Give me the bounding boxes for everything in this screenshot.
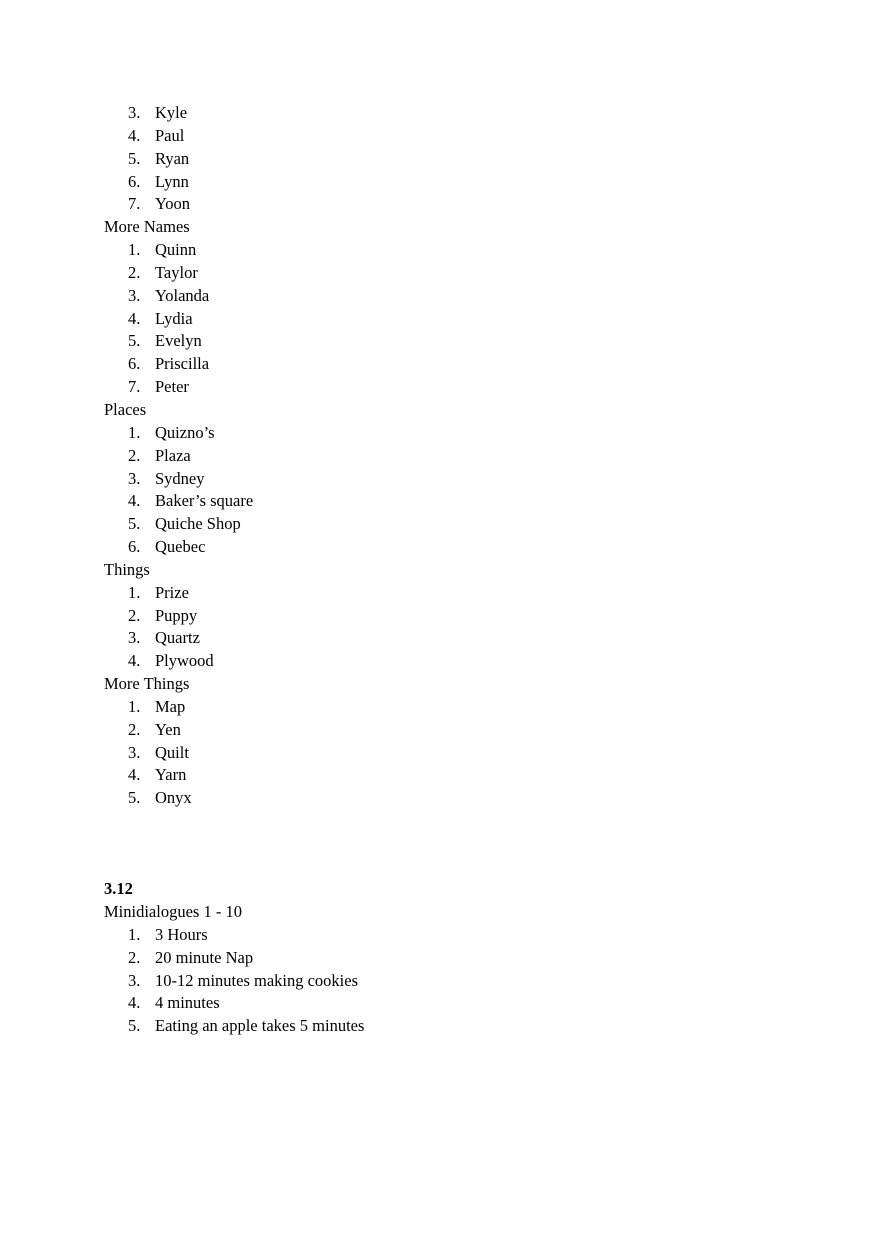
list-item-text: Quiche Shop [155, 514, 241, 534]
section-spacer [104, 810, 804, 878]
list-item-number: 1. [128, 582, 141, 602]
list-item-text: Peter [155, 377, 189, 397]
list-item-text: Lydia [155, 308, 193, 328]
list-item [104, 468, 804, 491]
list-item-number: 4. [128, 308, 141, 328]
list-item-number: 3. [128, 285, 141, 305]
list-item-text: 10-12 minutes making cookies [155, 970, 359, 990]
more-things-list [104, 696, 804, 810]
list-item-number: 2. [128, 605, 141, 625]
list-item [104, 239, 804, 262]
list-item [104, 102, 804, 125]
list-item-number: 1. [128, 696, 141, 716]
list-item-number: 3. [128, 468, 141, 488]
list-item-text: Yolanda [155, 285, 210, 305]
list-item-text: Evelyn [155, 331, 202, 351]
list-item [104, 787, 804, 810]
list-item-number: 5. [128, 331, 141, 351]
list-item-text: Yoon [155, 194, 191, 214]
list-item [104, 719, 804, 742]
more-names-list [104, 239, 804, 399]
list-item [104, 992, 804, 1015]
minidialogues-list [104, 924, 804, 1038]
list-item-number: 2. [128, 445, 141, 465]
list-item-text: Ryan [155, 148, 190, 168]
more-things-heading: More Things [104, 674, 190, 694]
list-item [104, 422, 804, 445]
list-item-text: Quebec [155, 537, 206, 557]
list-item-number: 4. [128, 491, 141, 511]
top-name-list [104, 102, 804, 216]
list-item-number: 5. [128, 514, 141, 534]
list-item-number: 7. [128, 377, 141, 397]
places-heading: Places [104, 399, 147, 419]
list-item [104, 285, 804, 308]
list-item-text: Plaza [155, 445, 191, 465]
list-item [104, 970, 804, 993]
list-item-number: 6. [128, 537, 141, 557]
list-item-number: 7. [128, 194, 141, 214]
list-item-text: Lynn [155, 171, 189, 191]
list-item-text: 4 minutes [155, 993, 220, 1013]
list-item-number: 6. [128, 171, 141, 191]
list-item [104, 650, 804, 673]
list-item-text: Kyle [155, 103, 188, 122]
list-item [104, 924, 804, 947]
list-item-text: Prize [155, 582, 189, 602]
list-item-text: Paul [155, 125, 185, 145]
list-item-text: Sydney [155, 468, 205, 488]
list-item-number: 4. [128, 765, 141, 785]
list-item [104, 376, 804, 399]
list-item [104, 308, 804, 331]
list-item [104, 627, 804, 650]
list-item-text: Quizno’s [155, 422, 215, 442]
list-item-number: 2. [128, 947, 141, 967]
things-heading: Things [104, 559, 150, 579]
list-item [104, 513, 804, 536]
list-item [104, 605, 804, 628]
list-item-number: 4. [128, 125, 141, 145]
list-item-number: 4. [128, 651, 141, 671]
list-item [104, 536, 804, 559]
list-item-number: 2. [128, 719, 141, 739]
list-item [104, 696, 804, 719]
list-item [104, 490, 804, 513]
list-item-text: Onyx [155, 788, 192, 808]
list-item [104, 445, 804, 468]
list-item-text: Map [155, 696, 186, 716]
list-item-text: Eating an apple takes 5 minutes [155, 1016, 365, 1036]
list-item-text: Plywood [155, 651, 214, 671]
list-item-text: Quartz [155, 628, 200, 648]
list-item-number: 3. [128, 628, 141, 648]
list-item-number: 1. [128, 422, 141, 442]
list-item-text: Priscilla [155, 354, 210, 374]
list-item [104, 171, 804, 194]
list-item-number: 3. [128, 970, 141, 990]
list-item-text: Yen [155, 719, 181, 739]
list-item [104, 353, 804, 376]
list-item [104, 947, 804, 970]
list-item-number: 4. [128, 993, 141, 1013]
list-item-number: 5. [128, 1016, 141, 1036]
list-item-text: Baker’s square [155, 491, 254, 511]
more-names-heading: More Names [104, 217, 190, 237]
list-item-text: 3 Hours [155, 924, 208, 944]
list-item-text: Taylor [155, 262, 198, 282]
document-content [104, 102, 804, 1038]
list-item-number: 3. [128, 103, 141, 122]
list-item [104, 330, 804, 353]
places-list [104, 422, 804, 559]
list-item [104, 742, 804, 765]
list-item-number: 1. [128, 924, 141, 944]
list-item-number: 1. [128, 240, 141, 260]
list-item-number: 6. [128, 354, 141, 374]
list-item-text: Quinn [155, 240, 197, 260]
list-item-text: Quilt [155, 742, 189, 762]
list-item [104, 148, 804, 171]
list-item-text: 20 minute Nap [155, 947, 254, 967]
list-item-number: 5. [128, 148, 141, 168]
list-item-number: 5. [128, 788, 141, 808]
section-number: 3.12 [104, 879, 133, 899]
things-list [104, 582, 804, 673]
list-item-number: 3. [128, 742, 141, 762]
list-item-text: Puppy [155, 605, 198, 625]
list-item [104, 582, 804, 605]
list-item-number: 2. [128, 262, 141, 282]
minidialogues-heading: Minidialogues 1 - 10 [104, 902, 242, 921]
list-item [104, 262, 804, 285]
list-item-text: Yarn [155, 765, 187, 785]
list-item [104, 764, 804, 787]
list-item [104, 1015, 804, 1038]
list-item [104, 193, 804, 216]
list-item [104, 125, 804, 148]
